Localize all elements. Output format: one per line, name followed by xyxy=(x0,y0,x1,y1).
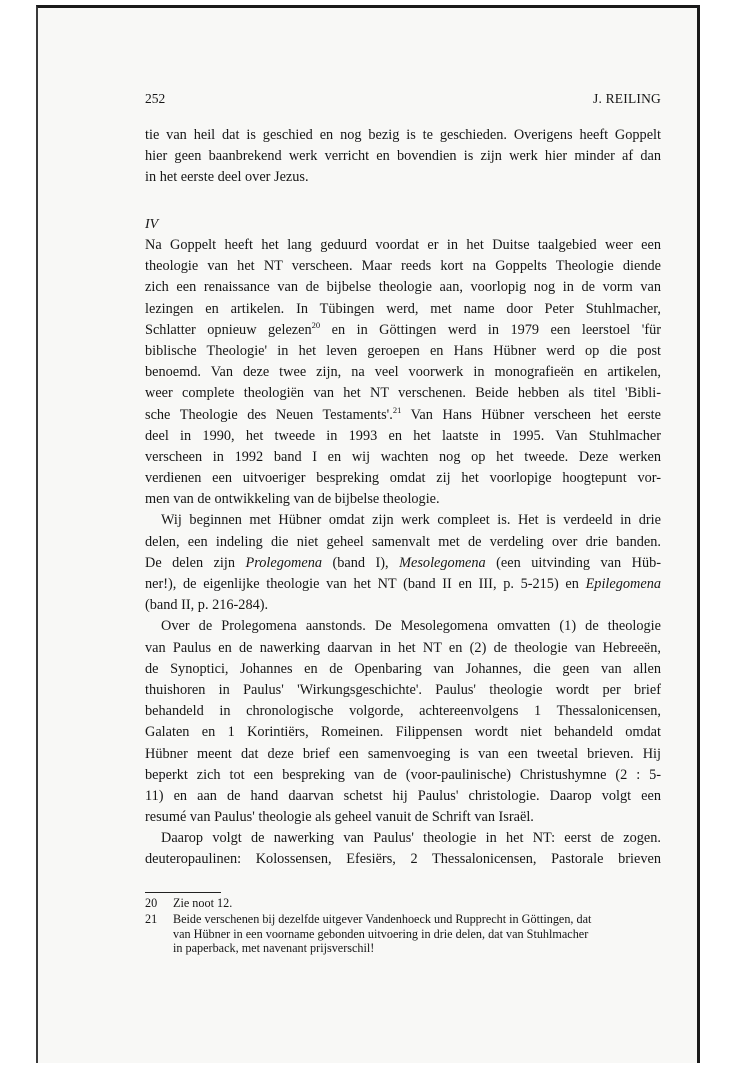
text-line: resumé van Paulus' theologie als geheel vanuit de Schrift van Israël. xyxy=(145,809,534,826)
text-line: theologie van het NT verscheen. Maar reeds kort na Goppelts Theologie diende xyxy=(145,258,661,275)
text-run: Van Hans Hübner verscheen het eerste xyxy=(401,406,661,423)
italic-term: Mesolegomena xyxy=(399,554,486,571)
text-line: deel in 1990, het tweede in 1993 en het laatste in 1995. Van Stuhlmacher xyxy=(145,427,661,444)
text-line-with-footnote xyxy=(145,405,661,426)
text-line: verscheen in 1992 band I en wij wachten nog op het tweede. Deze werken xyxy=(145,448,661,465)
text-line: beperkt zich tot een bespreking van de (voor-paulinische) Christushymne (2 : 5- xyxy=(145,766,661,783)
text-line: verdienen een uitvoeriger bespreking omdat zij het voorlopige hoogtepunt vor- xyxy=(145,470,661,487)
text-line-with-italics xyxy=(145,574,661,595)
text-line: lezingen en artikelen. In Tübingen werd, met name door Peter Stuhlmacher, xyxy=(145,300,661,317)
text-line: in het eerste deel over Jezus. xyxy=(145,169,309,186)
text-line: deuteropaulinen: Kolossensen, Efesiërs, 2 Thessalonicensen, Pastorale brieven xyxy=(145,851,661,868)
running-head-author: J. REILING xyxy=(593,91,661,106)
footnote-rule xyxy=(145,892,221,893)
text-line: men van de ontwikkeling van de bijbelse theologie. xyxy=(145,491,440,508)
text-line: tie van heil dat is geschied en nog bezig is te geschieden. Overigens heeft Goppelt xyxy=(145,127,661,143)
footnote-text: in paperback, met navenant prijsverschil! xyxy=(173,941,375,956)
footnotes xyxy=(145,896,661,956)
text-run: en in Göttingen werd in 1979 een leerstoel 'für xyxy=(320,321,661,338)
text-line-indented: Over de Prolegomena aanstonds. De Mesolegomena omvatten (1) de theologie xyxy=(161,618,661,635)
text-line: biblische Theologie' in het leven geroepen en Hans Hübner werd op die post xyxy=(145,342,661,359)
text-line: (band II, p. 216-284). xyxy=(145,597,269,614)
text-line: van Paulus en de nawerking daarvan in het NT en (2) de theologie van Hebreeën, xyxy=(145,639,661,656)
italic-term: Prolegomena xyxy=(245,554,323,571)
text-line-with-italics xyxy=(145,553,661,574)
running-header xyxy=(145,88,661,108)
section-heading: IV xyxy=(145,217,159,232)
footnote-number: 20 xyxy=(145,896,158,910)
text-line: 11) en aan de hand daarvan schetst hij Paulus' christologie. Daarop volgt een xyxy=(145,787,661,804)
footnote-text: Zie noot 12. xyxy=(173,896,233,910)
footnote-ref-21: 21 xyxy=(392,404,402,415)
paragraph-continuation xyxy=(145,125,661,189)
text-run: ner!), de eigenlijke theologie van het NT (band II en III, p. 5-215) en xyxy=(145,576,586,592)
scanned-page xyxy=(36,5,700,1063)
footnote-ref-20: 20 xyxy=(311,319,321,330)
footnote-20 xyxy=(145,896,661,910)
text-line: zich een renaissance van de bijbelse theologie aan, voorlopig nog in de vorm van xyxy=(145,279,661,296)
text-line: Na Goppelt heeft het lang geduurd voordat er in het Duitse taalgebied weer een xyxy=(145,237,661,253)
footnote-text: Beide verschenen bij dezelfde uitgever Vandenhoeck und Rupprecht in Göttingen, dat xyxy=(173,912,592,927)
text-run: (band I), xyxy=(322,554,400,571)
text-line: hier geen baanbrekend werk verricht en bovendien is zijn werk hier minder af dan xyxy=(145,148,661,165)
body-text xyxy=(145,235,661,871)
text-line: benoemd. Van deze twee zijn, na veel voorwerk in monografieën en artikelen, xyxy=(145,364,661,381)
footnote-21 xyxy=(145,912,661,955)
footnote-text: van Hübner in een voorname gebonden uitvoering in drie delen, dat van Stuhlmacher xyxy=(173,926,589,941)
text-line: behandeld in chronologische volgorde, achtereenvolgens 1 Thessalonicensen, xyxy=(145,703,661,720)
text-line: Galaten en 1 Korintiërs, Romeinen. Filippensen wordt niet behandeld omdat xyxy=(145,724,661,741)
text-line: thuishoren in Paulus' 'Wirkungsgeschichte'. Paulus' theologie wordt per brief xyxy=(145,681,661,698)
text-line: de Synoptici, Johannes en de Openbaring van Johannes, die geen van allen xyxy=(145,660,661,677)
text-line-with-footnote xyxy=(145,320,661,341)
italic-term: Epilegomena xyxy=(585,576,661,592)
text-line-indented: Wij beginnen met Hübner omdat zijn werk compleet is. Het is verdeeld in drie xyxy=(161,512,661,529)
text-line: weer complete theologiën van het NT verschenen. Beide hebben als titel 'Bibli- xyxy=(145,385,661,402)
footnote-number: 21 xyxy=(145,912,158,927)
text-line-indented: Daarop volgt de nawerking van Paulus' theologie in het NT: eerst de zogen. xyxy=(161,830,661,847)
text-run: sche Theologie des Neuen Testaments'. xyxy=(145,406,393,423)
text-run: Schlatter opnieuw gelezen xyxy=(145,321,312,338)
text-line: Hübner meent dat deze brief een samenvoeging is van een tweetal brieven. Hij xyxy=(145,745,661,762)
text-line: delen, een indeling die niet geheel samenvalt met de verdeling over drie banden. xyxy=(145,533,661,550)
text-run: De delen zijn xyxy=(145,554,246,571)
text-run: (een uitvinding van Hüb- xyxy=(485,554,661,571)
page-number: 252 xyxy=(145,91,166,106)
